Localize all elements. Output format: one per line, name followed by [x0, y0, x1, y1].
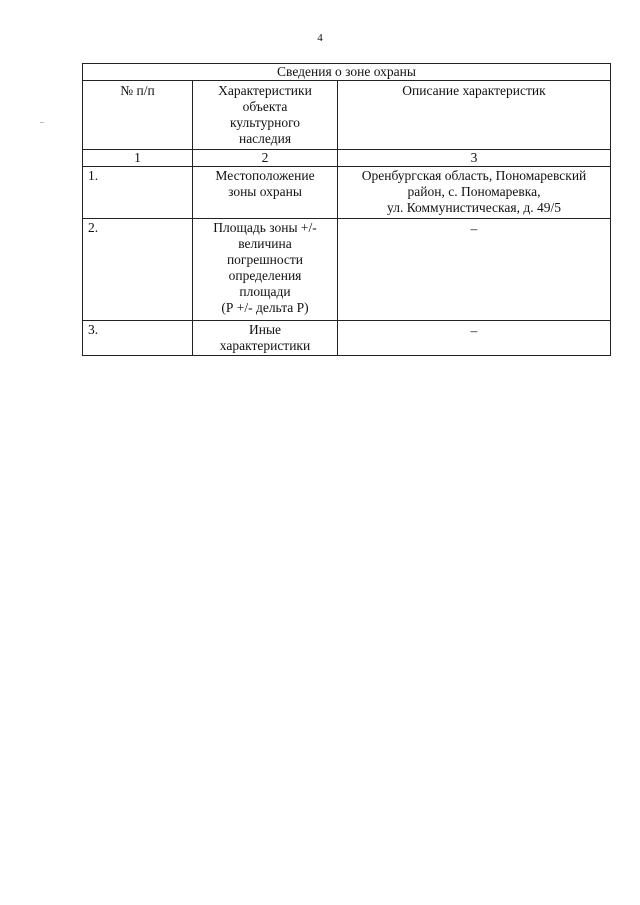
- row-description-line: ул. Коммунистическая, д. 49/5: [387, 200, 561, 215]
- table-title-row: [83, 64, 611, 81]
- page-number: 4: [317, 32, 323, 44]
- row-characteristic-line: величина: [238, 236, 292, 251]
- table-row: [83, 219, 611, 321]
- table-row: [83, 321, 611, 356]
- header-description: Описание характеристик: [338, 81, 611, 150]
- row-characteristic-line: Иные: [248, 322, 282, 337]
- header-number: № п/п: [83, 81, 193, 150]
- row-description-dash: –: [470, 323, 478, 338]
- row-characteristic-line: Местоположение: [215, 168, 315, 183]
- table-title: Сведения о зоне охраны: [83, 64, 611, 81]
- column-index: 3: [338, 150, 611, 167]
- row-number: 2.: [83, 219, 193, 321]
- header-characteristics-line: культурного: [229, 115, 301, 130]
- row-number: 1.: [83, 167, 193, 219]
- header-characteristics-line: Характеристики: [218, 83, 312, 98]
- row-characteristic: [193, 219, 338, 321]
- row-description-line: район, с. Пономаревка,: [407, 184, 541, 199]
- zone-info-table: [82, 63, 611, 356]
- row-characteristic-line: характеристики: [219, 338, 311, 353]
- row-description-dash: –: [470, 221, 478, 236]
- row-description: [338, 167, 611, 219]
- row-characteristic: [193, 321, 338, 356]
- row-characteristic: [193, 167, 338, 219]
- row-characteristic-line: (Р +/- дельта Р): [221, 300, 309, 315]
- table-header-row: [83, 81, 611, 150]
- column-index-row: [83, 150, 611, 167]
- row-description: [338, 321, 611, 356]
- row-characteristic-line: погрешности: [226, 252, 304, 267]
- row-characteristic-line: площади: [239, 284, 291, 299]
- column-index: 2: [193, 150, 338, 167]
- header-characteristics: [193, 81, 338, 150]
- row-characteristic-line: определения: [228, 268, 302, 283]
- table-row: [83, 167, 611, 219]
- row-characteristic-line: зоны охраны: [228, 184, 302, 199]
- column-index: 1: [83, 150, 193, 167]
- row-number: 3.: [83, 321, 193, 356]
- row-description: [338, 219, 611, 321]
- row-characteristic-line: Площадь зоны +/-: [213, 220, 317, 235]
- header-characteristics-line: объекта: [242, 99, 288, 114]
- row-description-line: Оренбургская область, Пономаревский: [361, 168, 587, 183]
- header-characteristics-line: наследия: [238, 131, 292, 146]
- scan-margin-mark: [40, 122, 44, 123]
